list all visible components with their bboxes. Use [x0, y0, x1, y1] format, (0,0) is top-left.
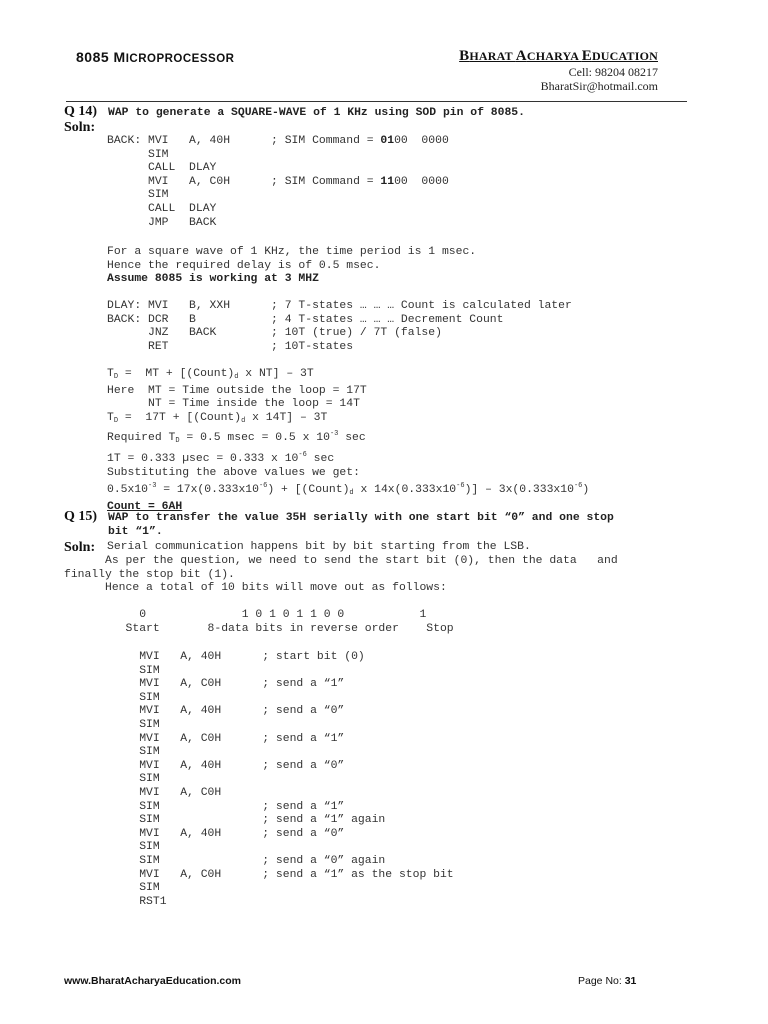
q15-code-block: MVI A, 40H ; start bit (0) SIM MVI A, C0H ; send a “1” SIM MVI A, 40H ; send a “0” SIM MVI A, C0H ; send a “1” SIM MVI A, 40H ; send a “0” SIM MVI A, C0H SIM ; send a “1” SIM ; send a “1” again MVI A, 40H ; send a “0” SIM SIM ; send a “0” again MVI A, C0H ; send a “1” as the stop bit SIM RST1 — [64, 651, 454, 908]
contact-cell: Cell: 98204 08217 — [568, 65, 658, 79]
brand-name: BHARAT ACHARYA EDUCATION — [459, 48, 658, 64]
footer-page-number: Page No: 31 — [578, 975, 637, 987]
q14-code-block-1: BACK: MVI A, 40H ; SIM Command = 0100 0000 SIM CALL DLAY MVI A, C0H ; SIM Command = 1100 0000 SIM CALL DLAY JMP BACK — [107, 135, 449, 229]
q14-soln-label: Soln: — [64, 120, 96, 135]
q15-soln-paragraph: As per the question, we need to send the start bit (0), then the data and finally the stop bit (1). Hence a total of 10 bits will move out as follows: — [64, 555, 618, 595]
q14-label: Q 14) — [64, 104, 98, 119]
q14-question: WAP to generate a SQUARE-WAVE of 1 KHz using SOD pin of 8085. — [108, 107, 525, 119]
q15-soln-line-1: Serial communication happens bit by bit starting from the LSB. — [107, 541, 531, 553]
header-brand-block — [459, 48, 658, 93]
footer-website: www.BharatAcharyaEducation.com — [64, 975, 241, 987]
header-divider — [66, 101, 687, 102]
q15-soln-label: Soln: — [64, 540, 96, 555]
contact-email: BharatSir@hotmail.com — [540, 79, 658, 93]
q15-question: WAP to transfer the value 35H serially with one start bit “0” and one stop bit “1”. — [108, 512, 614, 538]
q14-calculation: $T_D$ = MT + [$(Count)_d$ x NT] – 3T Here MT = Time outside the loop = 17T NT = Time inside the loop = 14T $T_D = 17T$ + [$(Count)_d$ x 14T] – 3T Required $T_D = 0.5$ msec = 0.5 x $10^{-3}$ sec 1T = 0.333 µsec = 0.333 x $10^{-6}$ sec Substituting the above values we get: $0.5x10^{-3} = 17x(0.333x10^{-6})$ + [$(Count)_d$ x $14x(0.333x10^{-6})] - 3x(0.333x10^{-6})$ Count = 6AH — [107, 368, 590, 513]
q15-bit-sequence: 0 1 0 1 0 1 1 0 0 1 Start 8-data bits in reverse order Stop — [64, 609, 454, 635]
header-title: 8085 MICROPROCESSOR — [76, 49, 235, 65]
q14-explanation: For a square wave of 1 KHz, the time period is 1 msec. Hence the required delay is of 0.5 msec. Assume 8085 is working at 3 MHZ — [107, 246, 477, 286]
q15-label: Q 15) — [64, 509, 98, 524]
q14-code-block-2: DLAY: MVI B, XXH ; 7 T-states … … … Count is calculated later BACK: DCR B ; 4 T-states … … … Decrement Count JNZ BACK ; 10T (true) / 7T (false) RET ; 10T-states — [107, 300, 572, 353]
q14-result: Count = 6AH — [107, 500, 183, 513]
